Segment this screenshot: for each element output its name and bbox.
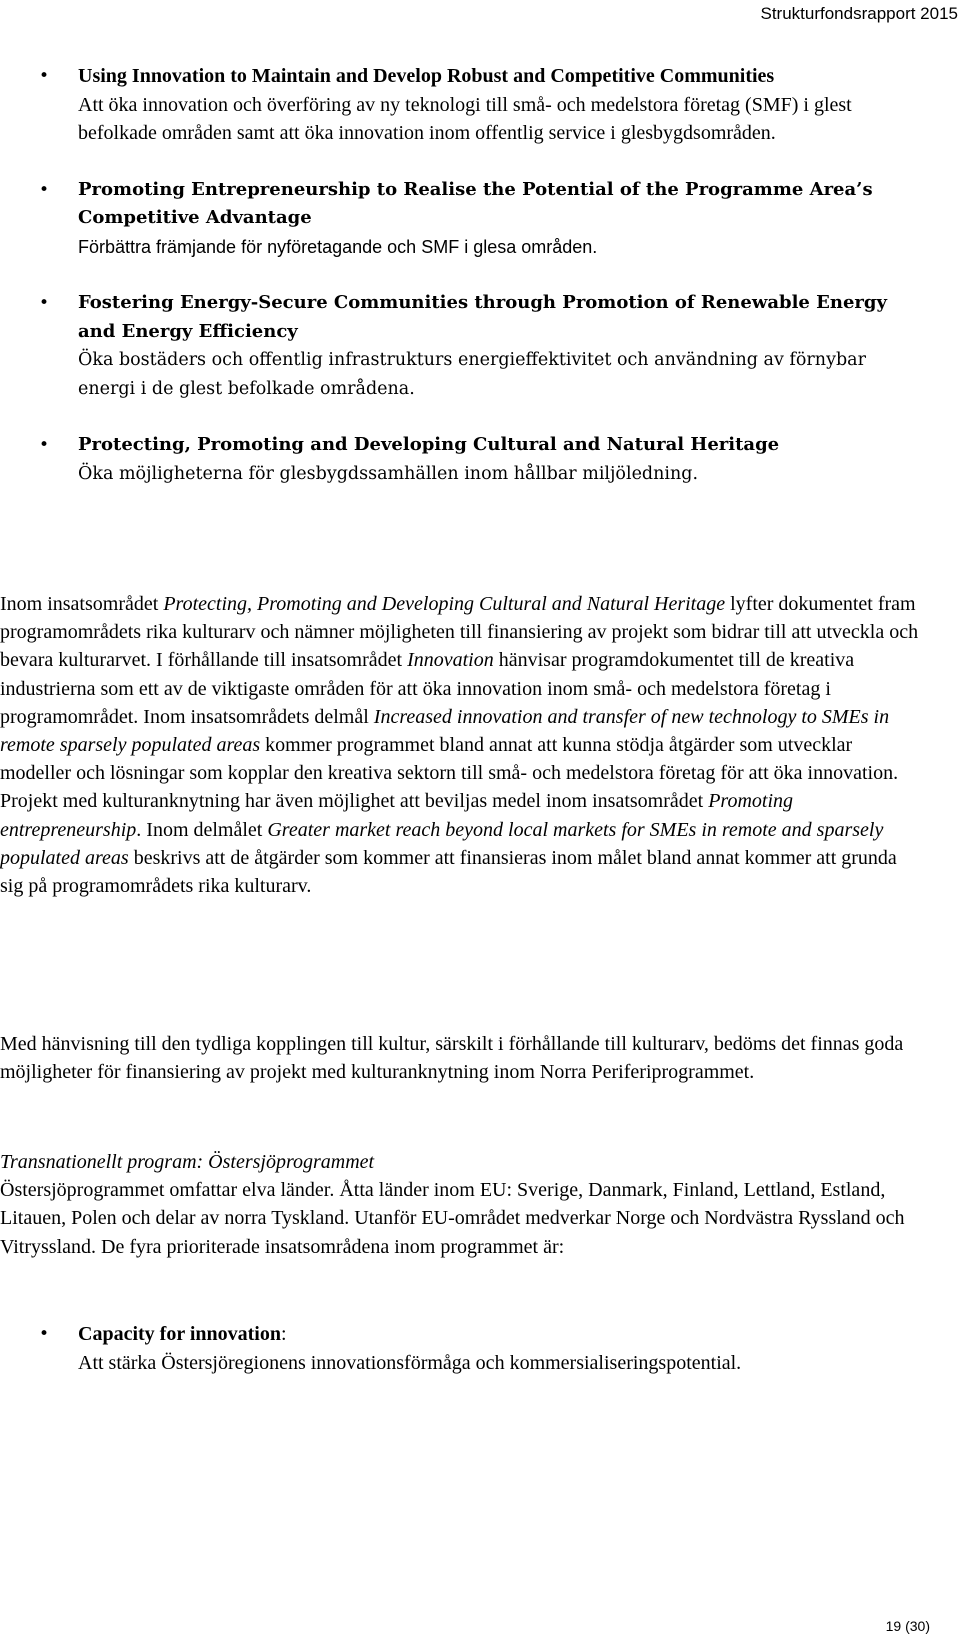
- list-item-body: Öka bostäders och offentlig infrastrukturs energieffektivitet och användning av förnybar energi i de glest befolkade områdena.: [78, 350, 866, 399]
- text-run: lyfter dokumentet fram programområdets rika kulturarv och nämner möjligheten till finansiering av projekt som bidrar till att utveckla och bevara kulturarvet. I förhållande till insatsområdet: [0, 593, 919, 672]
- list-item-heading: Fostering Energy-Secure Communities through Promotion of Renewable Energy and Energy Efficiency: [78, 292, 887, 342]
- italic-run: Protecting, Promoting and Developing Cultural and Natural Heritage: [163, 593, 726, 615]
- bullet-icon: •: [39, 179, 50, 200]
- priority-list: [0, 62, 920, 488]
- section-body: Östersjöprogrammet omfattar elva länder. Åtta länder inom EU: Sverige, Danmark, Finland, Lettland, Estland, Litauen, Polen och delar av norra Tyskland. Utanför EU-området medverkar Norge och Nordvästra Ryssland och Vitryssland. De fyra prioriterade insatsområdena inom programmet är:: [0, 1179, 905, 1258]
- list-item-body: Förbättra främjande för nyföretagande och SMF i glesa områden.: [78, 236, 598, 257]
- list-item: [0, 431, 920, 488]
- section-heading: Transnationellt program: Östersjöprogrammet: [0, 1151, 375, 1173]
- bullet-icon: •: [39, 66, 50, 86]
- section-ostersjo: [0, 1148, 920, 1261]
- italic-run: Promoting entrepreneurship: [0, 790, 794, 841]
- list-item-heading: Promoting Entrepreneurship to Realise the Potential of the Programme Area’s Competitive Advantage: [78, 178, 873, 228]
- list-item-body: Att öka innovation och överföring av ny teknologi till små- och medelstora företag (SMF) i glest befolkade områden samt att öka innovation inom offentlig service i glesbygdsområden.: [78, 93, 852, 144]
- list-item-heading: Protecting, Promoting and Developing Cultural and Natural Heritage: [78, 434, 780, 455]
- bullet-icon: •: [39, 293, 50, 313]
- text-run: Inom insatsområdet: [0, 593, 164, 615]
- list-item-heading: Using Innovation to Maintain and Develop Robust and Competitive Communities: [78, 65, 775, 87]
- text-run: . Inom delmålet: [136, 818, 268, 841]
- heading-colon: :: [280, 1323, 287, 1345]
- bullet-icon: •: [39, 435, 50, 455]
- list-item-body: Att stärka Östersjöregionens innovationsförmåga och kommersialiseringspotential.: [78, 1351, 742, 1374]
- list-item: [0, 1320, 920, 1377]
- priority-list-bottom: [0, 1320, 920, 1377]
- text-run: beskrivs att de åtgärder som kommer att finansieras inom målet bland annat kommer att grunda sig på programområdets rika kulturarv.: [0, 846, 897, 898]
- text-run: kommer programmet bland annat att kunna stödja åtgärder som utvecklar modeller och lösningar som kopplar den kreativa sektorn till små- och medelstora företag för att öka innovation. Projekt med kulturanknytning har även möjlighet att beviljas medel inom insatsområdet: [0, 734, 899, 813]
- bullet-icon: •: [39, 1324, 50, 1344]
- paragraph-cultural-heritage: [0, 590, 920, 900]
- list-item: [0, 62, 920, 148]
- page-number: 19 (30): [885, 1618, 930, 1634]
- list-item: [0, 176, 920, 262]
- report-title: Strukturfondsrapport 2015: [760, 4, 958, 23]
- text-run: hänvisar programdokumentet till de kreativa industrierna som ett av de viktigaste områden för att öka innovation inom små- och medelstora företag i programområdet. Inom insatsområdets delmål: [0, 649, 855, 728]
- paragraph-conclusion: Med hänvisning till den tydliga kopplingen till kultur, särskilt i förhållande till kulturarv, bedöms det finnas goda möjligheter för finansiering av projekt med kulturanknytning inom Norra Periferiprogrammet.: [0, 1033, 904, 1084]
- list-item-body: Öka möjligheterna för glesbygdssamhällen inom hållbar miljöledning.: [78, 463, 699, 484]
- italic-run: Increased innovation and transfer of new technology to SMEs in remote sparsely populated areas: [0, 705, 890, 757]
- list-item: [0, 289, 920, 403]
- list-item-heading: Capacity for innovation: [78, 1323, 281, 1345]
- italic-run: Greater market reach beyond local markets for SMEs in remote and sparsely populated areas: [0, 818, 884, 869]
- italic-run: Innovation: [407, 649, 494, 672]
